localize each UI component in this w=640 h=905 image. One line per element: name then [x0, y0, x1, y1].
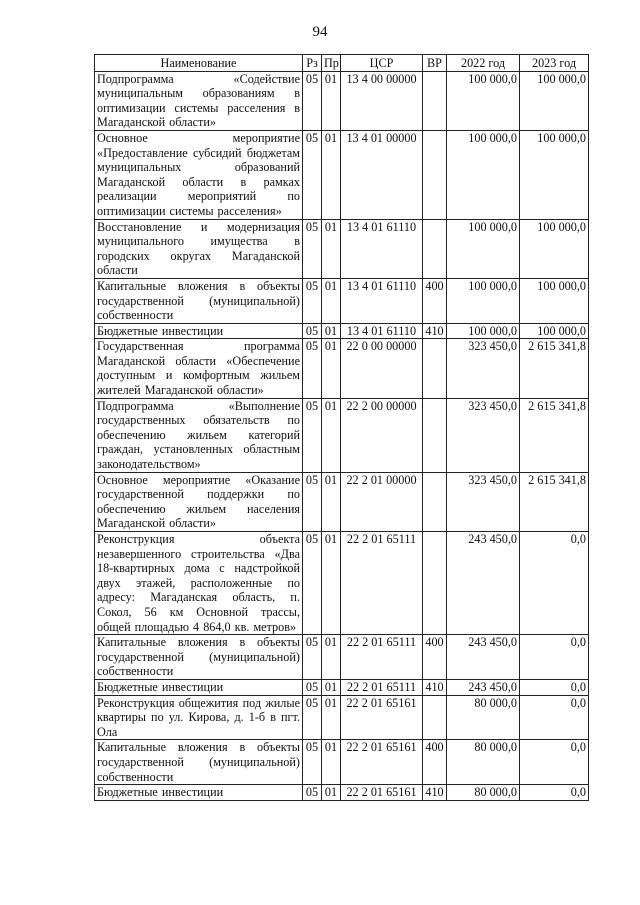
row-csr: 22 2 01 65161	[341, 785, 423, 801]
page-number: 94	[312, 24, 328, 40]
row-2023: 0,0	[520, 532, 589, 635]
row-csr: 22 2 01 65161	[341, 740, 423, 785]
row-pr: 01	[322, 532, 341, 635]
row-name: Основное мероприятие «Предоставление субсидий бюджетам муниципальных образований Магаданской области в рамках реализации мероприятий по оптимизации системы расселения»	[95, 130, 303, 219]
row-2023: 100 000,0	[520, 278, 589, 323]
row-rz: 05	[303, 635, 322, 680]
row-2022: 243 450,0	[447, 635, 520, 680]
row-2022: 100 000,0	[447, 219, 520, 278]
table-header-row	[95, 55, 589, 72]
table-row	[95, 71, 589, 130]
row-pr: 01	[322, 635, 341, 680]
row-vr: 400	[423, 740, 447, 785]
row-vr	[423, 398, 447, 472]
row-name: Капитальные вложения в объекты государственной (муниципальной) собственности	[95, 278, 303, 323]
row-csr: 13 4 01 61110	[341, 278, 423, 323]
header-vr: ВР	[423, 55, 447, 72]
row-vr	[423, 219, 447, 278]
row-2022: 80 000,0	[447, 785, 520, 801]
table-row	[95, 695, 589, 740]
row-vr: 410	[423, 323, 447, 339]
row-2023: 100 000,0	[520, 323, 589, 339]
row-2022: 323 450,0	[447, 398, 520, 472]
row-rz: 05	[303, 679, 322, 695]
row-name: Капитальные вложения в объекты государственной (муниципальной) собственности	[95, 740, 303, 785]
row-pr: 01	[322, 398, 341, 472]
row-csr: 22 2 01 65111	[341, 635, 423, 680]
row-2023: 2 615 341,8	[520, 398, 589, 472]
row-2023: 2 615 341,8	[520, 472, 589, 531]
row-name: Реконструкция общежития под жилые квартиры по ул. Кирова, д. 1-б в пгт. Ола	[95, 695, 303, 740]
row-vr: 410	[423, 679, 447, 695]
row-rz: 05	[303, 472, 322, 531]
row-pr: 01	[322, 130, 341, 219]
row-csr: 13 4 01 00000	[341, 130, 423, 219]
row-vr	[423, 695, 447, 740]
header-pr: Пр	[322, 55, 341, 72]
row-csr: 22 0 00 00000	[341, 339, 423, 398]
row-pr: 01	[322, 323, 341, 339]
row-rz: 05	[303, 740, 322, 785]
row-pr: 01	[322, 278, 341, 323]
row-vr	[423, 130, 447, 219]
row-csr: 13 4 01 61110	[341, 219, 423, 278]
row-2022: 100 000,0	[447, 130, 520, 219]
row-name: Государственная программа Магаданской области «Обеспечение доступным и комфортным жильем жителей Магаданской области»	[95, 339, 303, 398]
header-name: Наименование	[95, 55, 303, 72]
row-2023: 0,0	[520, 635, 589, 680]
row-name: Бюджетные инвестиции	[95, 785, 303, 801]
row-rz: 05	[303, 532, 322, 635]
row-name: Бюджетные инвестиции	[95, 679, 303, 695]
row-2023: 100 000,0	[520, 130, 589, 219]
row-2022: 323 450,0	[447, 472, 520, 531]
row-vr	[423, 339, 447, 398]
row-vr	[423, 71, 447, 130]
row-csr: 22 2 01 00000	[341, 472, 423, 531]
row-pr: 01	[322, 785, 341, 801]
row-2023: 100 000,0	[520, 71, 589, 130]
table-row	[95, 398, 589, 472]
header-2022: 2022 год	[447, 55, 520, 72]
row-2023: 0,0	[520, 785, 589, 801]
header-csr: ЦСР	[341, 55, 423, 72]
row-csr: 13 4 01 61110	[341, 323, 423, 339]
row-name: Бюджетные инвестиции	[95, 323, 303, 339]
row-name: Подпрограмма «Выполнение государственных обязательств по обеспечению жильем категорий граждан, установленных областным законодательством»	[95, 398, 303, 472]
row-2022: 100 000,0	[447, 278, 520, 323]
row-pr: 01	[322, 740, 341, 785]
table-row	[95, 635, 589, 680]
table-row	[95, 740, 589, 785]
row-2023: 100 000,0	[520, 219, 589, 278]
row-csr: 22 2 01 65161	[341, 695, 423, 740]
row-2023: 2 615 341,8	[520, 339, 589, 398]
table-row	[95, 278, 589, 323]
row-rz: 05	[303, 130, 322, 219]
row-vr: 400	[423, 635, 447, 680]
row-2022: 100 000,0	[447, 323, 520, 339]
row-2022: 100 000,0	[447, 71, 520, 130]
budget-table	[94, 54, 589, 801]
row-2022: 80 000,0	[447, 695, 520, 740]
row-2022: 80 000,0	[447, 740, 520, 785]
row-name: Реконструкция объекта незавершенного строительства «Два 18-квартирных дома с надстройкой двух этажей, расположенные по адресу: Магаданская область, п. Сокол, 56 км Основной трассы, общей площадью 4 864,0 кв. метров»	[95, 532, 303, 635]
row-csr: 13 4 00 00000	[341, 71, 423, 130]
row-2022: 243 450,0	[447, 532, 520, 635]
row-name: Подпрограмма «Содействие муниципальным образованиям в оптимизации системы расселения в Магаданской области»	[95, 71, 303, 130]
row-pr: 01	[322, 695, 341, 740]
table-row	[95, 532, 589, 635]
row-vr	[423, 472, 447, 531]
row-rz: 05	[303, 71, 322, 130]
header-2023: 2023 год	[520, 55, 589, 72]
row-vr	[423, 532, 447, 635]
row-rz: 05	[303, 323, 322, 339]
header-rz: Рз	[303, 55, 322, 72]
row-name: Основное мероприятие «Оказание государственной поддержки по обеспечению жильем населения Магаданской области»	[95, 472, 303, 531]
row-csr: 22 2 01 65111	[341, 679, 423, 695]
table-row	[95, 219, 589, 278]
row-pr: 01	[322, 71, 341, 130]
row-2022: 243 450,0	[447, 679, 520, 695]
row-rz: 05	[303, 339, 322, 398]
row-rz: 05	[303, 278, 322, 323]
row-csr: 22 2 00 00000	[341, 398, 423, 472]
row-name: Капитальные вложения в объекты государственной (муниципальной) собственности	[95, 635, 303, 680]
row-vr: 410	[423, 785, 447, 801]
row-csr: 22 2 01 65111	[341, 532, 423, 635]
row-name: Восстановление и модернизация муниципального имущества в городских округах Магаданской области	[95, 219, 303, 278]
row-rz: 05	[303, 785, 322, 801]
row-2023: 0,0	[520, 695, 589, 740]
row-vr: 400	[423, 278, 447, 323]
row-rz: 05	[303, 219, 322, 278]
table-row	[95, 130, 589, 219]
row-pr: 01	[322, 339, 341, 398]
table-row	[95, 679, 589, 695]
table-row	[95, 339, 589, 398]
table-row	[95, 323, 589, 339]
table-row	[95, 472, 589, 531]
table-row	[95, 785, 589, 801]
row-rz: 05	[303, 695, 322, 740]
row-2023: 0,0	[520, 679, 589, 695]
row-pr: 01	[322, 679, 341, 695]
row-2023: 0,0	[520, 740, 589, 785]
row-2022: 323 450,0	[447, 339, 520, 398]
row-rz: 05	[303, 398, 322, 472]
row-pr: 01	[322, 472, 341, 531]
row-pr: 01	[322, 219, 341, 278]
